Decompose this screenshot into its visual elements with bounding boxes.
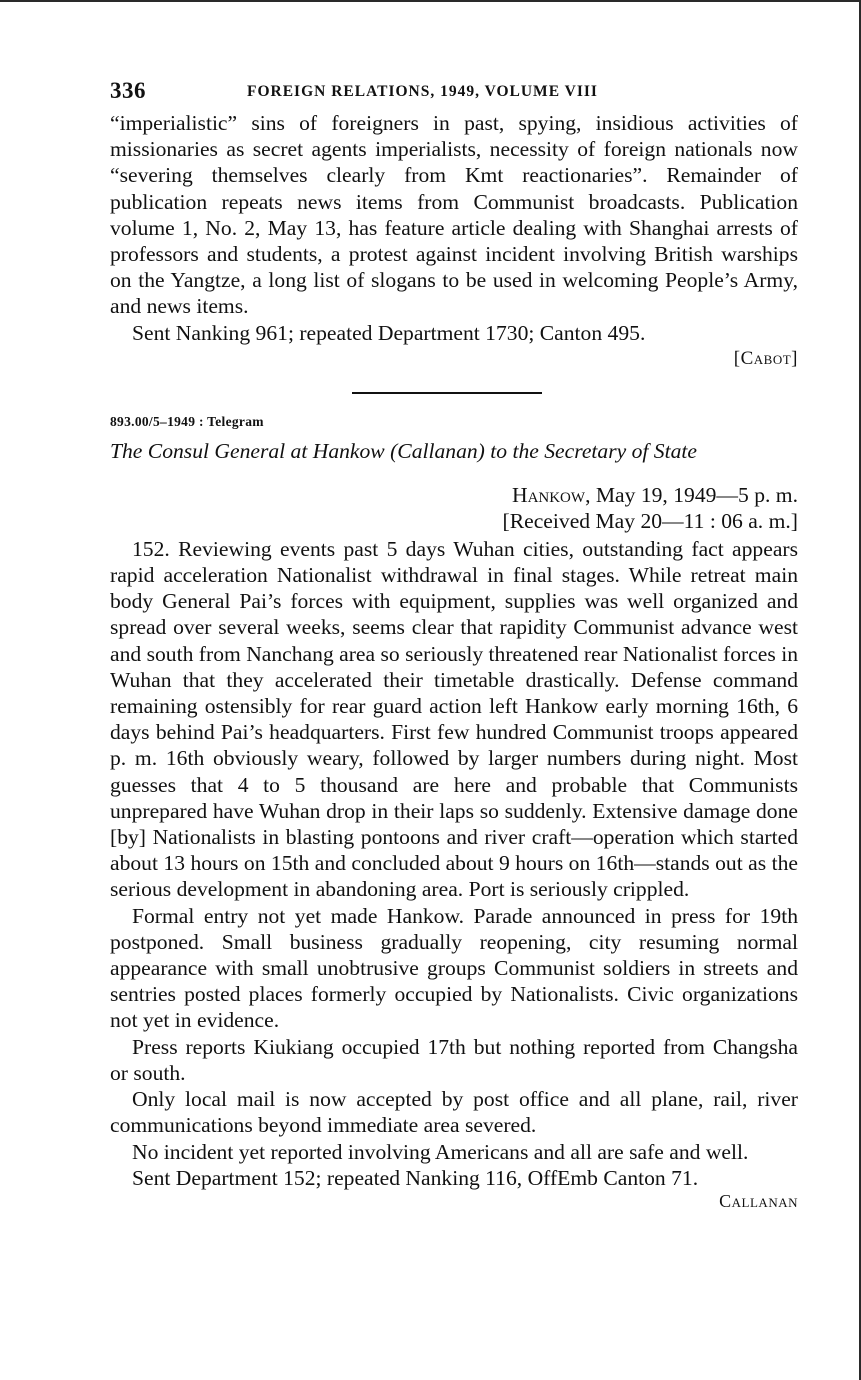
file-reference: 893.00/5–1949 : Telegram bbox=[110, 413, 264, 429]
telegram-paragraph: Formal entry not yet made Hankow. Parade announced in press for 19th postponed. Small business gradually reopening, city resuming normal appearance with small unobtrusive groups Communist soldiers in streets and sentries posted places formerly occupied by Nationalists. Civic organizations not yet in evidence. bbox=[110, 903, 798, 1033]
previous-document-text bbox=[110, 110, 798, 346]
running-title: FOREIGN RELATIONS, 1949, VOLUME VIII bbox=[247, 83, 598, 100]
previous-paragraph: “imperialistic” sins of foreigners in past, spying, insidious activities of missionaries as secret agents imperialists, necessity of foreign nationals now “severing themselves clearly from Kmt reactionaries”. Remainder of publication repeats news items from Communist broadcasts. Publication volume 1, No. 2, May 13, has feature article dealing with Shanghai arrests of professors and students, a protest against incident involving British warships on the Yangtze, a long list of slogans to be used in welcoming People’s Army, and news items. bbox=[110, 111, 798, 319]
received-line: [Received May 20—11 : 06 a. m.] bbox=[502, 508, 798, 533]
document-title: The Consul General at Hankow (Callanan) to the Secretary of State bbox=[110, 438, 697, 463]
telegram-paragraph: Press reports Kiukiang occupied 17th but nothing reported from Changsha or south. bbox=[110, 1034, 798, 1085]
dateline bbox=[110, 482, 798, 534]
telegram-body bbox=[110, 536, 798, 1191]
telegram-paragraph: Only local mail is now accepted by post office and all plane, rail, river communications beyond immediate area severed. bbox=[110, 1087, 798, 1138]
dateline-place: Hankow bbox=[511, 482, 586, 507]
dateline-date: , May 19, 1949—5 p. m. bbox=[585, 482, 798, 507]
running-head bbox=[110, 78, 798, 110]
section-divider bbox=[352, 392, 542, 394]
page-edge-top bbox=[0, 0, 861, 2]
previous-sent-line: Sent Nanking 961; repeated Department 1730; Canton 495. bbox=[132, 320, 646, 345]
signature-cabot: [Cabot] bbox=[733, 347, 798, 369]
telegram-sent-line: Sent Department 152; repeated Nanking 116, OffEmb Canton 71. bbox=[132, 1165, 699, 1190]
signature-callanan: Callanan bbox=[719, 1190, 798, 1211]
telegram-paragraph: No incident yet reported involving Americans and all are safe and well. bbox=[132, 1139, 749, 1164]
page bbox=[110, 78, 798, 1212]
telegram-paragraph: 152. Reviewing events past 5 days Wuhan cities, outstanding fact appears rapid acceleration Nationalist withdrawal in final stages. While retreat main body General Pai’s forces with equipment, supplies was well organized and spread over several weeks, seems clear that rapidity Communist advance west and south from Nanchang area so seriously threatened rear Nationalist forces in Wuhan that they accelerated their timetable drastically. Defense command remaining ostensibly for rear guard action left Hankow early morning 16th, 6 days behind Pai’s headquarters. First few hundred Communist troops appeared p. m. 16th obviously weary, followed by larger numbers during night. Most guesses that 4 to 5 thousand are here and probable that Communists unprepared have Wuhan drop in their laps so suddenly. Extensive damage done [by] Nationalists in blasting pontoons and river craft—operation which started about 13 hours on 15th and concluded about 9 hours on 16th—stands out as the serious development in abandoning area. Port is seriously crippled. bbox=[110, 536, 798, 902]
page-number: 336 bbox=[110, 78, 146, 103]
